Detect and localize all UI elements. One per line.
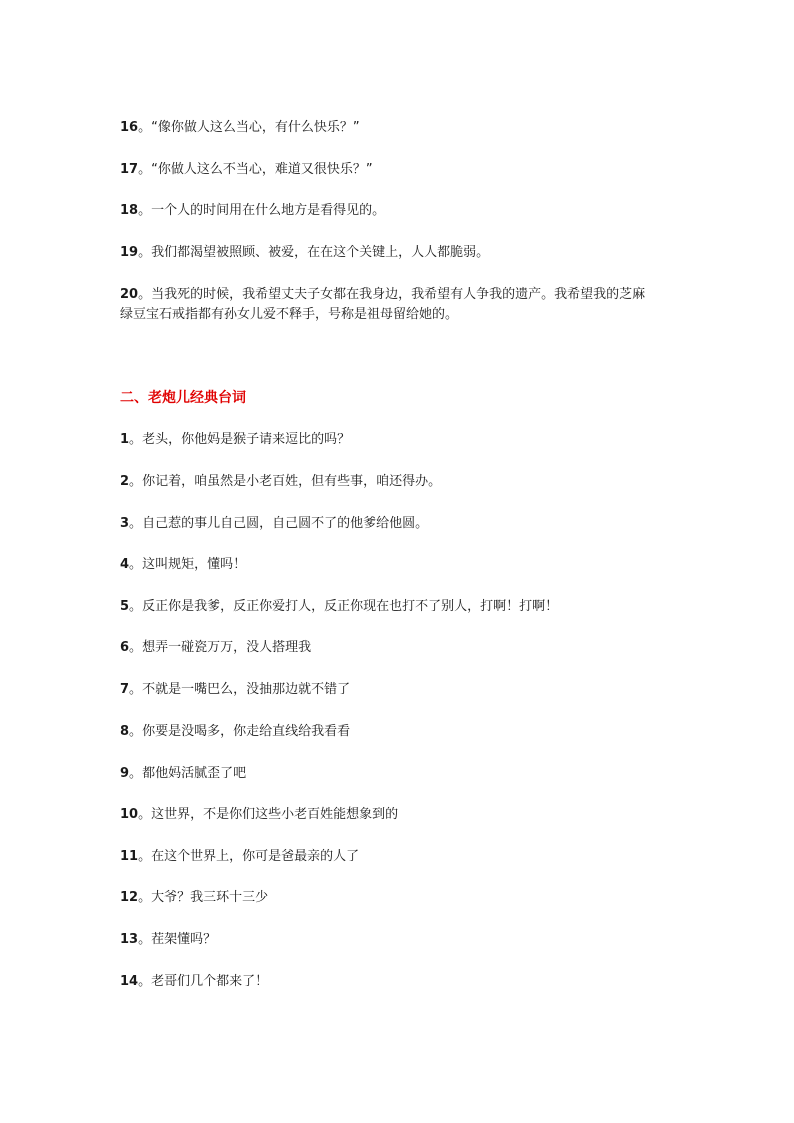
item-number: 16	[120, 120, 139, 135]
list-item	[120, 118, 680, 138]
list-item	[120, 805, 680, 825]
list-item	[120, 243, 680, 263]
item-separator: 。	[129, 557, 143, 572]
item-number: 1	[120, 432, 130, 447]
item-number: 2	[120, 474, 130, 489]
item-text: 一个人的时间用在什么地方是看得见的。	[151, 203, 386, 218]
list-item	[120, 285, 680, 305]
section-heading: 二、老炮儿经典台词	[120, 390, 246, 406]
item-number: 12	[120, 890, 139, 905]
list-item	[120, 722, 680, 742]
item-separator: 。	[138, 849, 152, 864]
list-item	[120, 597, 680, 617]
item-separator: 。	[129, 474, 143, 489]
item-text: 自己惹的事儿自己圆，自己圆不了的他爹给他圆。	[142, 516, 429, 531]
item-separator: 。	[138, 890, 152, 905]
item-number: 19	[120, 245, 139, 260]
item-text: “像你做人这么当心，有什么快乐？”	[151, 120, 360, 135]
item-number: 11	[120, 849, 139, 864]
list-item	[120, 972, 680, 992]
list-item	[120, 160, 680, 180]
item-text: 想弄一碰瓷万万，没人搭理我	[142, 640, 312, 655]
item-separator: 。	[129, 432, 143, 447]
item-text: 你记着，咱虽然是小老百姓，但有些事，咱还得办。	[142, 474, 442, 489]
item-separator: 。	[129, 640, 143, 655]
item-text: “你做人这么不当心，难道又很快乐？”	[151, 162, 373, 177]
item-separator: 。	[138, 287, 152, 302]
item-text: 不就是一嘴巴么，没抽那边就不错了	[142, 682, 351, 697]
list-item	[120, 847, 680, 867]
item-separator: 。	[129, 599, 143, 614]
item-separator: 。	[129, 516, 143, 531]
item-text: 在这个世界上，你可是爸最亲的人了	[151, 849, 360, 864]
list-item	[120, 764, 680, 784]
item-separator: 。	[138, 162, 152, 177]
item-separator: 。	[129, 682, 143, 697]
item-number: 20	[120, 287, 139, 302]
item-text: 这世界，不是你们这些小老百姓能想象到的	[151, 807, 399, 822]
item-separator: 。	[138, 203, 152, 218]
item-text: 你要是没喝多，你走给直线给我看看	[142, 724, 351, 739]
item-separator: 。	[129, 724, 143, 739]
item-number: 17	[120, 162, 139, 177]
list-item	[120, 930, 680, 950]
item-text: 茬架懂吗？	[151, 932, 217, 947]
list-item	[120, 680, 680, 700]
item-text: 都他妈活腻歪了吧	[142, 766, 247, 781]
item-text: 老哥们几个都来了！	[151, 974, 269, 989]
item-text: 当我死的时候，我希望丈夫子女都在我身边，我希望有人争我的遗产。我希望我的芝麻	[151, 287, 646, 302]
item-separator: 。	[138, 807, 152, 822]
list-item-continuation	[120, 305, 680, 325]
item-separator: 。	[138, 245, 152, 260]
item-number: 5	[120, 599, 130, 614]
item-number: 7	[120, 682, 130, 697]
item-separator: 。	[138, 932, 152, 947]
item-text: 我们都渴望被照顾、被爱，在在这个关键上，人人都脆弱。	[151, 245, 490, 260]
item-number: 8	[120, 724, 130, 739]
list-item	[120, 514, 680, 534]
item-number: 14	[120, 974, 139, 989]
item-text: 大爷？我三环十三少	[151, 890, 269, 905]
item-number: 4	[120, 557, 130, 572]
item-text: 这叫规矩，懂吗！	[142, 557, 247, 572]
item-separator: 。	[129, 766, 143, 781]
item-number: 6	[120, 640, 130, 655]
item-text: 反正你是我爹，反正你爱打人，反正你现在也打不了别人，打啊！打啊！	[142, 599, 559, 614]
item-number: 10	[120, 807, 139, 822]
item-text: 绿豆宝石戒指都有孙女儿爱不释手，号称是祖母留给她的。	[120, 307, 459, 322]
item-separator: 。	[138, 974, 152, 989]
item-number: 18	[120, 203, 139, 218]
item-text: 老头，你他妈是猴子请来逗比的吗？	[142, 432, 351, 447]
item-separator: 。	[138, 120, 152, 135]
list-item	[120, 472, 680, 492]
list-item	[120, 201, 680, 221]
list-item	[120, 555, 680, 575]
list-item	[120, 430, 680, 450]
list-item	[120, 638, 680, 658]
item-number: 9	[120, 766, 130, 781]
list-item	[120, 888, 680, 908]
item-number: 3	[120, 516, 130, 531]
item-number: 13	[120, 932, 139, 947]
